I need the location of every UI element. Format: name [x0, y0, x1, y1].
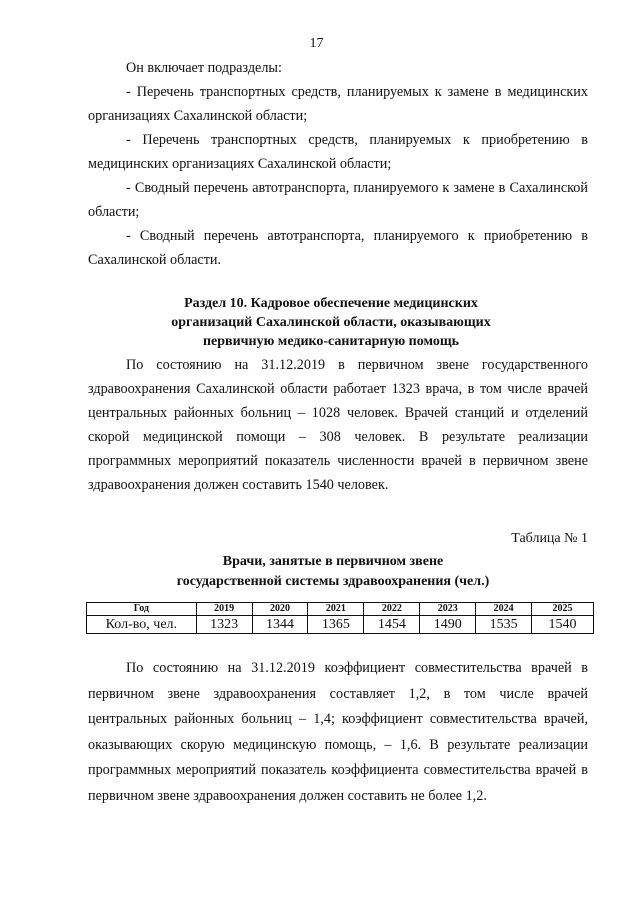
table-header-cell: 2019	[196, 603, 252, 616]
list-item: - Перечень транспортных средств, планируемых к замене в медицинских организациях Сахалинской области;	[88, 84, 588, 124]
table-header-cell: 2022	[364, 603, 420, 616]
table-cell: 1454	[364, 616, 420, 634]
closing-section	[88, 656, 588, 810]
section-heading-line: организаций Сахалинской области, оказывающих	[171, 315, 491, 330]
page-content	[88, 56, 588, 810]
table-reference: Таблица № 1	[511, 531, 588, 546]
table-row	[87, 616, 594, 634]
table-title-line: государственной системы здравоохранения (чел.)	[176, 574, 490, 589]
table-cell: 1365	[308, 616, 364, 634]
list-item: - Сводный перечень автотранспорта, планируемого к замене в Сахалинской области;	[88, 180, 588, 220]
page-number: 17	[309, 36, 324, 51]
table-cell: 1344	[252, 616, 308, 634]
table-header-cell: 2023	[420, 603, 476, 616]
table-header-cell: 2021	[308, 603, 364, 616]
list-item: - Сводный перечень автотранспорта, планируемого к приобретению в Сахалинской области.	[88, 228, 588, 268]
table-cell: 1323	[196, 616, 252, 634]
table-cell: 1540	[532, 616, 594, 634]
table-title	[88, 552, 588, 592]
subsection-list	[88, 80, 588, 272]
table-title-line: Врачи, занятые в первичном звене	[222, 554, 444, 569]
table-cell: 1535	[476, 616, 532, 634]
section-heading	[88, 294, 588, 351]
table-cell: 1490	[420, 616, 476, 634]
table-header-cell: 2020	[252, 603, 308, 616]
intro-text: Он включает подразделы:	[126, 60, 282, 76]
section-heading-line: Раздел 10. Кадровое обеспечение медицинских	[184, 296, 478, 311]
table-header-cell: 2025	[532, 603, 594, 616]
list-item: - Перечень транспортных средств, планируемых к приобретению в медицинских организациях Сахалинской области;	[88, 132, 588, 172]
table-header-cell: Год	[87, 603, 197, 616]
table-cell: Кол-во, чел.	[87, 616, 197, 634]
table-header-cell: 2024	[476, 603, 532, 616]
table-header-row	[87, 603, 594, 616]
section-heading-line: первичную медико-санитарную помощь	[202, 334, 460, 349]
closing-paragraph: По состоянию на 31.12.2019 коэффициент совместительства врачей в первичном звене здравоохранения составляет 1,2, в том числе врачей центральных районных больниц – 1,4; коэффициент совместительства врачей, оказывающих скорую медицинскую помощь, – 1,6. В результате реализации программных мероприятий показатель коэффициента совместительства врачей в первичном звене здравоохранения должен составить не более 1,2.	[88, 660, 588, 804]
section-paragraph: По состоянию на 31.12.2019 в первичном звене государственного здравоохранения Сахалинской области работает 1323 врача, в том числе врачей центральных районных больниц – 1028 человек. Врачей станций и отделений скорой медицинской помощи – 308 человек. В результате реализации программных мероприятий показатель численности врачей в первичном звене здравоохранения должен составить 1540 человек.	[88, 357, 588, 493]
doctors-table	[86, 602, 594, 634]
